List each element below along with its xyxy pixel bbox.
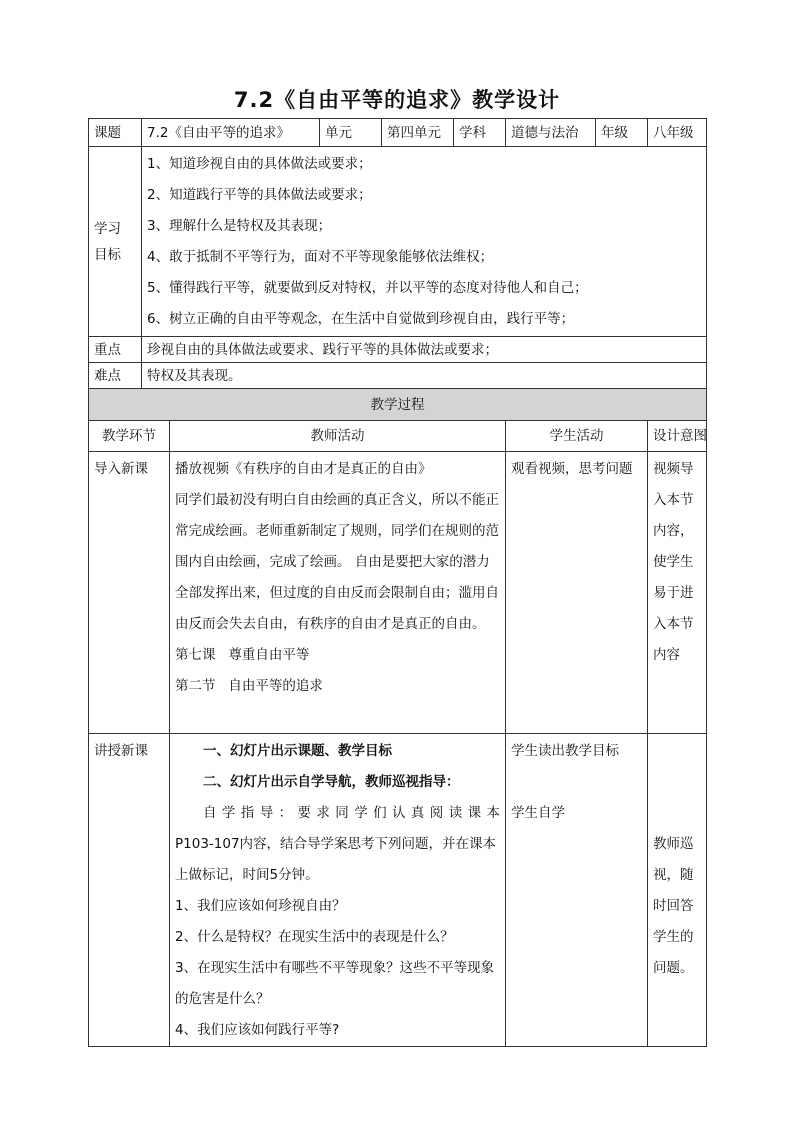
objective-item: 5、懂得践行平等，就要做到反对特权，并以平等的态度对待他人和自己； <box>147 279 588 296</box>
label-grade: 年级 <box>596 119 648 147</box>
new-intent-text: 教师巡视，随时回答学生的问题。 <box>653 836 694 976</box>
grade-value: 八年级 <box>648 119 707 147</box>
new-student-line2: 学生自学 <box>511 805 566 821</box>
intro-teacher-line: 播放视频《有秩序的自由才是真正的自由》 <box>175 461 432 477</box>
difficult-points-row <box>89 363 707 389</box>
intro-student-activity <box>506 452 648 734</box>
difficult-points-text: 特权及其表现。 <box>142 363 707 389</box>
process-header-row <box>89 421 707 452</box>
intro-stage <box>89 452 170 734</box>
new-teacher-activity <box>170 734 506 1047</box>
teacher-guide-rest: P103-107内容，结合导学案思考下列问题，并在课本上做标记，时间5分钟。 <box>175 836 497 883</box>
column-header-teacher: 教师活动 <box>170 421 506 452</box>
teacher-heading-2: 二、幻灯片出示自学导航，教师巡视指导： <box>203 774 460 790</box>
column-header-student: 学生活动 <box>506 421 648 452</box>
header-row <box>89 119 707 147</box>
process-banner: 教学过程 <box>89 389 707 421</box>
objectives-row <box>89 147 707 337</box>
lesson-plan-table <box>88 118 707 1047</box>
subject-value: 道德与法治 <box>506 119 596 147</box>
label-topic: 课题 <box>89 119 142 147</box>
objective-item: 4、敢于抵制不平等行为，面对不平等现象能够依法维权； <box>147 248 494 265</box>
intro-stage-label: 导入新课 <box>94 461 148 477</box>
key-points-row <box>89 337 707 363</box>
key-points-text: 珍视自由的具体做法或要求、践行平等的具体做法或要求； <box>142 337 707 363</box>
column-header-intent: 设计意图 <box>648 421 707 452</box>
new-design-intent <box>648 734 707 1047</box>
key-points-label: 重点 <box>89 337 142 363</box>
intro-row <box>89 452 707 734</box>
objectives-label <box>89 147 142 337</box>
objective-item: 1、知道珍视自由的具体做法或要求； <box>147 155 372 172</box>
intro-teacher-line: 第二节 自由平等的追求 <box>175 678 323 694</box>
question-item: 4、我们应该如何践行平等? <box>175 1022 340 1038</box>
new-student-line1: 学生读出教学目标 <box>511 743 620 759</box>
new-student-activity <box>506 734 648 1047</box>
objectives-label-line2: 目标 <box>94 246 121 263</box>
objectives-label-line1: 学习 <box>94 220 121 237</box>
objective-item: 6、树立正确的自由平等观念，在生活中自觉做到珍视自由，践行平等； <box>147 310 575 327</box>
intro-student-text: 观看视频，思考问题 <box>511 461 633 477</box>
topic-value: 7.2《自由平等的追求》 <box>142 119 320 147</box>
label-unit: 单元 <box>320 119 382 147</box>
new-stage-label: 讲授新课 <box>94 743 148 759</box>
unit-value: 第四单元 <box>382 119 454 147</box>
new-lesson-row <box>89 734 707 1047</box>
objective-item: 3、理解什么是特权及其表现； <box>147 217 332 234</box>
teacher-heading-1: 一、幻灯片出示课题、教学目标 <box>203 743 392 759</box>
document-title: 7.2《自由平等的追求》教学设计 <box>233 88 561 112</box>
difficult-points-label: 难点 <box>89 363 142 389</box>
question-item: 2、什么是特权？在现实生活中的表现是什么？ <box>175 929 454 945</box>
new-lesson-stage <box>89 734 170 1047</box>
question-item: 1、我们应该如何珍视自由？ <box>175 898 346 914</box>
intro-teacher-paragraph: 同学们最初没有明白自由绘画的真正含义，所以不能正常完成绘画。老师重新制定了规则，同学们在规则的范围内自由绘画，完成了绘画。 自由是要把大家的潜力全部发挥出来，但过度的自由反而会限制自由；滥用自由反而会失去自由，有秩序的自由才是真正的自由。 <box>175 492 499 632</box>
intro-intent-text: 视频导入本节内容，使学生易于进入本节内容 <box>653 461 694 663</box>
column-header-stage: 教学环节 <box>89 421 170 452</box>
question-item: 3、在现实生活中有哪些不平等现象？这些不平等现象的危害是什么？ <box>175 960 495 1007</box>
objectives-list <box>142 147 707 337</box>
intro-design-intent <box>648 452 707 734</box>
objective-item: 2、知道践行平等的具体做法或要求； <box>147 186 372 203</box>
intro-teacher-line: 第七课 尊重自由平等 <box>175 647 310 663</box>
intro-teacher-activity <box>170 452 506 734</box>
teacher-guide-line1: 自学指导：要求同学们认真阅读课本 <box>203 805 501 821</box>
label-subject: 学科 <box>454 119 506 147</box>
process-banner-row <box>89 389 707 421</box>
